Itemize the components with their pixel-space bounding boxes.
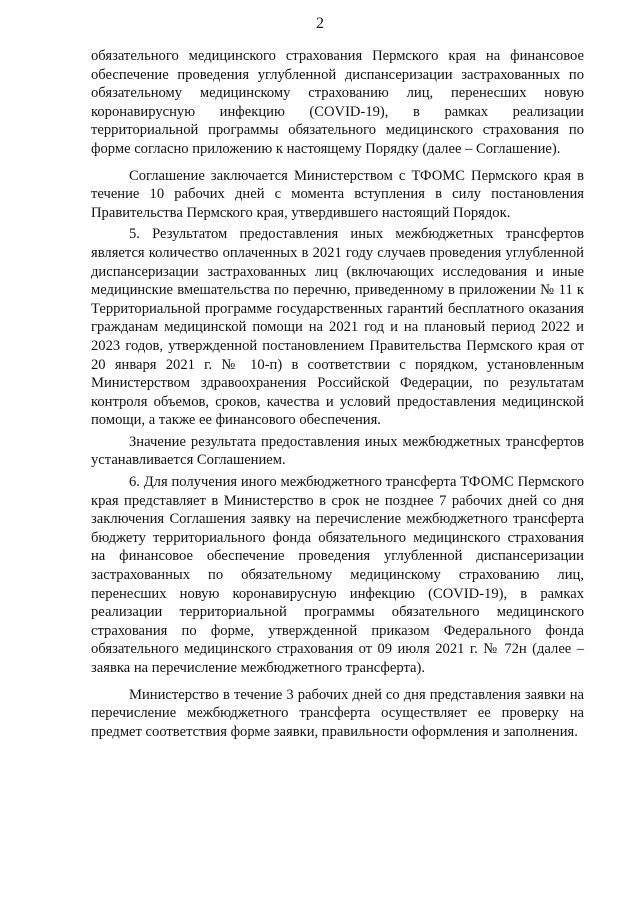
paragraph-5-result: 5. Результатом предоставления иных межбюджетных трансфертов является количество оплаченных в 2021 году случаев проведения углубленной диспансеризации застрахованных лиц (включающих исследования и иные медицинские вмешательства по перечню, приведенному в приложении № 11 к Территориальной программе государственных гарантий бесплатного оказания гражданам медицинской помощи на 2021 год и на плановый период 2022 и 2023 годов, утвержденной постановлением Правительства Пермского края от 20 января 2021 г. № 10-п) в соответствии с порядком, установленным Министерством здравоохранения Российской Федерации, по результатам контроля объемов, сроков, качества и условий предоставления медицинской помощи, а также ее финансового обеспечения. xyxy=(91,226,584,429)
paragraph-agreement-term: Соглашение заключается Министерством с ТФОМС Пермского края в течение 10 рабочих дней с момента вступления в силу постановления Правительства Пермского края, утвердившего настоящий Порядок. xyxy=(91,167,584,221)
paragraph-result-value: Значение результата предоставления иных межбюджетных трансфертов устанавливается Соглашением. xyxy=(91,433,584,469)
paragraph-6-application: 6. Для получения иного межбюджетного трансферта ТФОМС Пермского края представляет в Министерство в срок не позднее 7 рабочих дней со дня заключения Соглашения заявку на перечисление межбюджетного трансферта бюджету территориального фонда обязательного медицинского страхования на финансовое обеспечение проведения углубленной диспансеризации застрахованных по обязательному медицинскому страхованию лиц, перенесших новую коронавирусную инфекцию (COVID-19), в рамках реализации территориальной программы обязательного медицинского страхования по форме, утвержденной приказом Федерального фонда обязательного медицинского страхования от 09 июля 2021 г. № 72н (далее – заявка на перечисление межбюджетного трансферта). xyxy=(91,474,584,676)
paragraph-ministry-check: Министерство в течение 3 рабочих дней со дня представления заявки на перечисление межбюджетного трансферта осуществляет ее проверку на предмет соответствия форме заявки, правильности оформления и заполнения. xyxy=(91,686,584,740)
paragraph-1-continuation: обязательного медицинского страхования Пермского края на финансовое обеспечение проведения углубленной диспансеризации застрахованных по обязательному медицинскому страхованию лиц, перенесших новую коронавирусную инфекцию (COVID-19), в рамках реализации территориальной программы обязательного медицинского страхования по форме согласно приложению к настоящему Порядку (далее – Соглашение). xyxy=(91,48,584,157)
document-body xyxy=(91,47,584,741)
page-number: 2 xyxy=(316,15,324,32)
